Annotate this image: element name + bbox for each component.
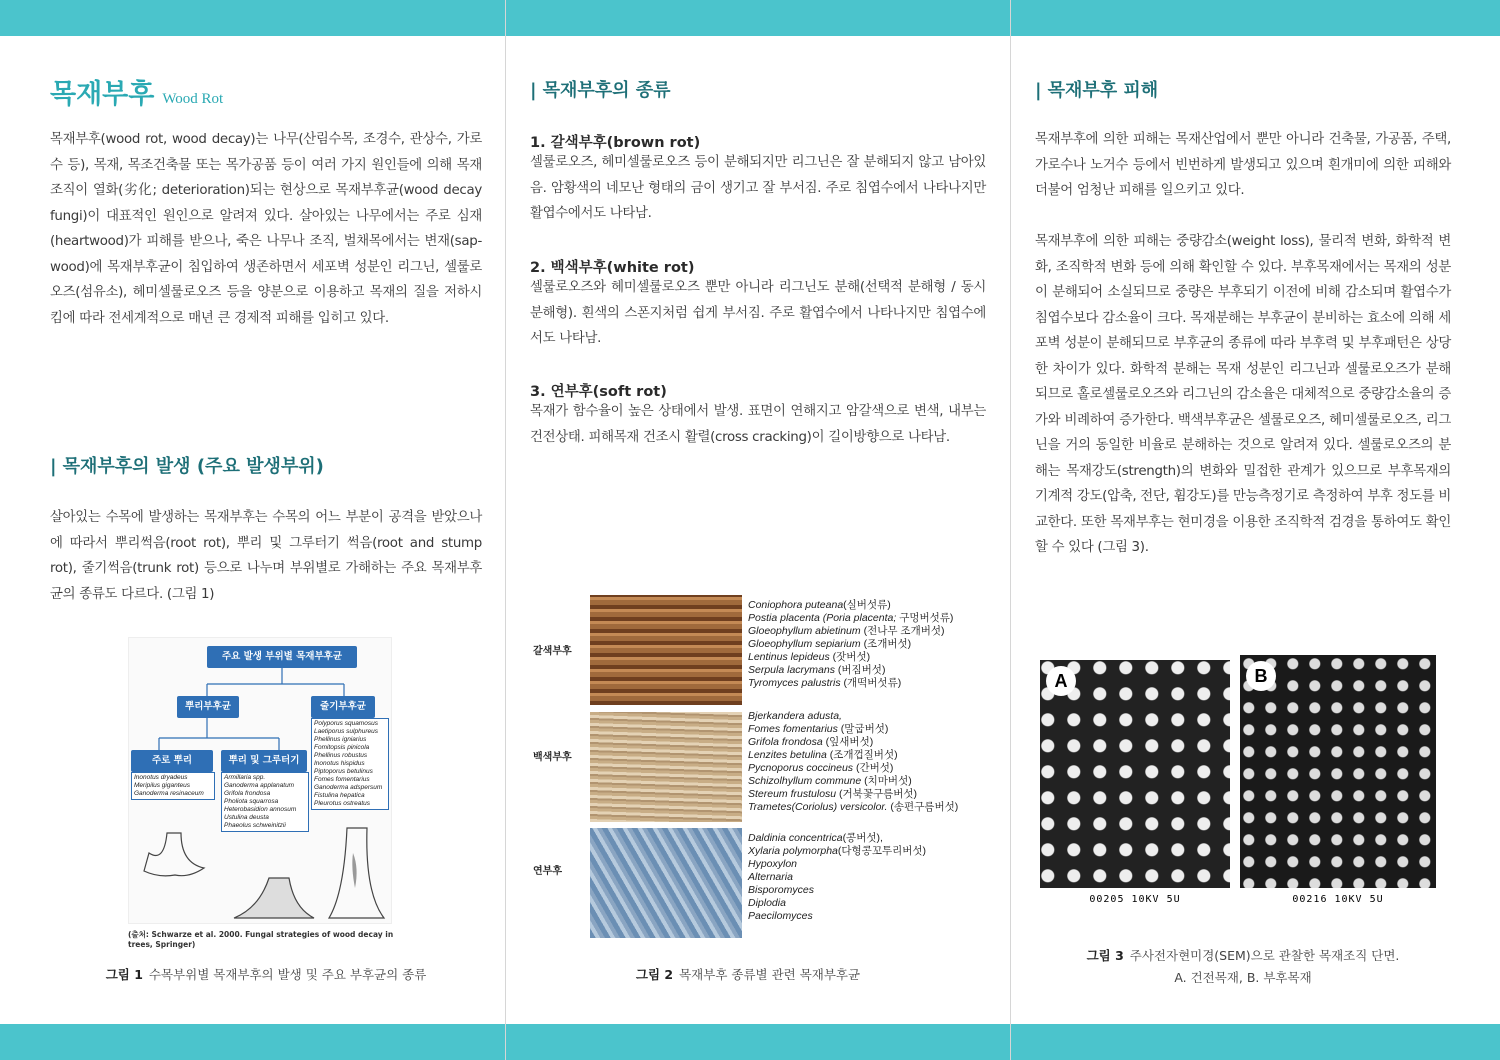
sem-image-a: [1040, 660, 1230, 912]
list-item: Gloeophyllum abietinum (전나무 조개버섯): [748, 625, 945, 637]
list-item: Ustulina deusta: [224, 814, 269, 821]
white-rot-photo: [590, 712, 742, 822]
white-rot-species: [748, 710, 958, 814]
list-item: Ganoderma resinaceum: [134, 790, 204, 797]
list-item: Schizolhyllum commune (치마버섯): [748, 775, 912, 787]
panel-divider-2: [1010, 0, 1011, 1060]
list-stem: [311, 718, 389, 810]
figure-1-caption: 그림 1 수목부위별 목재부후의 발생 및 주요 부후균의 종류: [105, 967, 427, 982]
list-item: Phaeolus schweinitzii: [224, 822, 286, 829]
white-rot-label: 백색부후: [533, 752, 572, 763]
list-item: Pycnoporus coccineus (간버섯): [748, 762, 894, 774]
list-item: Alternaria: [748, 871, 793, 883]
list-item: Pleurotus ostreatus: [314, 800, 371, 807]
list-item: Bjerkandera adusta,: [748, 710, 842, 722]
damage-paragraph-2: 목재부후에 의한 피해는 중량감소(weight loss), 물리적 변화, 화학적 변화, 조직학적 변화 등에 의해 확인할 수 있다. 부후목재에서는 목재의 성분이 분해되어 소실되므로 중량은 부후되기 이전에 비해 감소되며 활엽수가 침엽수보다 감소율이 크다. 목재분해는 부후균이 분비하는 효소에 의해 세포벽 성분이 분해되므로 부후균의 종류에 따라 부후력 및 부후패턴은 상당한 차이가 있다. 화학적 분해는 목재 성분인 리그닌과 셀룰로오즈가 분해되므로 홀로셀룰로오즈와 리그닌의 감소율은 대체적으로 중량감소율의 증가와 비례하여 증가한다. 백색부후균은 셀룰로오즈, 헤미셀룰로오즈, 리그닌을 거의 동일한 비율로 분해하는 것으로 알려져 있다. 셀룰로오즈의 분해는 목재강도(strength)의 변화와 밀접한 관계가 있으므로 부후목재의 기계적 강도(압축, 전단, 휨강도)를 만능측정기로 측정하여 부후 정도를 비교한다. 또한 목재부후는 현미경을 이용한 조직학적 검경을 통하여도 확인할 수 있다 (그림 3).: [1035, 234, 1451, 555]
list-item: Serpula lacrymans (버짐버섯): [748, 664, 886, 676]
brown-rot-photo: [590, 595, 742, 705]
section-title-types: | 목재부후의 종류: [530, 80, 671, 101]
type-1-text: 셀룰로오즈, 헤미셀룰로오즈 등이 분해되지만 리그닌은 잘 분해되지 않고 남아있음. 암황색의 네모난 형태의 금이 생기고 잘 부서짐. 주로 침엽수에서 나타나지만 활엽수에서도 나타남.: [530, 155, 986, 221]
diagram-root-stump-box: 뿌리 및 그루터기: [221, 750, 307, 772]
list-item: Bisporomyces: [748, 884, 814, 896]
list-item: Piptoporus betulinus: [314, 768, 373, 775]
list-item: Fomes fomentarius (말굽버섯): [748, 723, 889, 735]
type-3-text: 목재가 함수율이 높은 상태에서 발생. 표면이 연해지고 암갈색으로 변색, 내부는 건전상태. 피해목재 건조시 활렬(cross cracking)이 길이방향으로 나타남.: [530, 404, 986, 445]
sem-b-tag: B: [1246, 661, 1276, 691]
list-item: Heterobasidion annosum: [224, 806, 297, 813]
list-item: Inonotus dryadeus: [134, 774, 188, 781]
type-1-heading: 1. 갈색부후(brown rot): [530, 135, 701, 151]
list-item: Inonotus hispidus: [314, 760, 365, 767]
sem-image-b: [1240, 655, 1436, 912]
list-item: Tyromyces palustris (개떡버섯류): [748, 677, 902, 689]
list-item: Coniophora puteana(실버섯류): [748, 599, 891, 611]
type-2-heading: 2. 백색부후(white rot): [530, 260, 695, 276]
top-band: [0, 0, 1500, 36]
figure-3-caption-line2: A. 건전목재, B. 부후목재: [1174, 970, 1312, 985]
list-item: Gloeophyllum sepiarium (조개버섯): [748, 638, 912, 650]
list-item: Fomitopsis pinicola: [314, 744, 370, 751]
soft-rot-species: [748, 832, 926, 923]
bottom-band: [0, 1024, 1500, 1060]
brown-rot-species: [748, 599, 953, 690]
list-item: Lentinus lepideus (잣버섯): [748, 651, 871, 663]
list-item: Pholiota squarrosa: [224, 798, 279, 805]
list-item: Paecilomyces: [748, 910, 813, 922]
section-title-occurrence: | 목재부후의 발생 (주요 발생부위): [50, 456, 324, 477]
list-item: Lenzites betulina (조개껍질버섯): [748, 749, 898, 761]
soft-rot-photo: [590, 828, 742, 938]
type-3-heading: 3. 연부후(soft rot): [530, 384, 667, 400]
list-item: Daldinia concentrica(콩버섯),: [748, 832, 883, 844]
list-item: Trametes(Coriolus) versicolor. (송편구름버섯): [748, 801, 959, 813]
diagram-root-box: 주요 발생 부위별 목재부후균: [207, 646, 357, 668]
list-item: Phellinus igniarius: [314, 736, 367, 743]
diagram-root-fungi-box: 뿌리부후균: [177, 696, 239, 718]
list-item: Grifola frondosa: [224, 790, 271, 797]
list-item: Polyporus squamosus: [314, 720, 378, 727]
list-item: Ganoderma applanatum: [224, 782, 295, 789]
soft-rot-label: 연부후: [533, 866, 562, 877]
page-title: 목재부후 Wood Rot: [50, 79, 224, 110]
list-item: Xylaria polymorpha(다형콩꼬투리버섯): [748, 845, 927, 857]
figure-1-source: (출처: Schwarze et al. 2000. Fungal strategies of wood decay in trees, Springer): [128, 930, 394, 949]
list-main-root: [131, 772, 215, 800]
sem-a-footer: 00205 10KV 5U: [1040, 888, 1230, 912]
sem-a-tag: A: [1046, 666, 1076, 696]
list-item: Diplodia: [748, 897, 786, 909]
list-item: Grifola frondosa (잎새버섯): [748, 736, 874, 748]
brown-rot-label: 갈색부후: [533, 646, 572, 657]
panel-divider-1: [505, 0, 506, 1060]
list-item: Laetiporus sulphureus: [314, 728, 378, 735]
list-item: Armillaria spp.: [224, 774, 266, 781]
list-item: Phellinus robustus: [314, 752, 368, 759]
page-title-en: Wood Rot: [162, 91, 224, 107]
figure-2-caption: 그림 2 목재부후 종류별 관련 목재부후균: [635, 967, 861, 982]
occurrence-paragraph: 살아있는 수목에 발생하는 목재부후는 수목의 어느 부분이 공격을 받았으나에 따라서 뿌리썩음(root rot), 뿌리 및 그루터기 썩음(root and stump rot), 줄기썩음(trunk rot) 등으로 나누며 부위별로 가해하는 주요 목재부후균의 종류도 다르다. (그림 1): [50, 510, 482, 602]
list-item: Hypoxylon: [748, 858, 798, 870]
intro-paragraph: 목재부후(wood rot, wood decay)는 나무(산림수목, 조경수, 관상수, 가로수 등), 목재, 목조건축물 또는 목가공품 등이 여러 가지 원인들에 의해 목재조직이 열화(劣化; deterioration)되는 현상으로 목재부후균(wood decay fungi)이 대표적인 원인으로 알려져 있다. 살아있는 나무에서는 주로 심재(heartwood)가 피해를 받으나, 죽은 나무나 조직, 벌채목에서는 변재(sap-wood)에 목재부후균이 침입하여 생존하면서 세포벽 성분인 리그닌, 셀룰로오즈(섬유소), 헤미셀룰로오즈 등을 양분으로 이용하고 목재의 질을 저하시킴에 따라 전세계적으로 매년 큰 경제적 피해를 입히고 있다.: [50, 132, 482, 326]
list-item: Fistulina hepatica: [314, 792, 365, 799]
list-item: Postia placenta (Poria placenta; 구멍버섯류): [748, 612, 954, 624]
figure-3-caption: 그림 3 주사전자현미경(SEM)으로 관찰한 목재조직 단면.: [1086, 948, 1400, 963]
type-2-text: 셀룰로오즈와 헤미셀룰로오즈 뿐만 아니라 리그닌도 분해(선택적 분해형 / 동시분해형). 흰색의 스폰지처럼 쉽게 부서짐. 주로 활엽수에서 나타나지만 침엽수에서도 나타남.: [530, 280, 986, 346]
tree-stump-sketches: [129, 823, 391, 923]
figure-1-diagram: [128, 637, 392, 924]
list-item: Ganoderma adspersum: [314, 784, 383, 791]
damage-paragraph-1: 목재부후에 의한 피해는 목재산업에서 뿐만 아니라 건축물, 가공품, 주택, 가로수나 노거수 등에서 빈번하게 발생되고 있으며 흰개미에 의한 피해와 더불어 엄청난 피해를 일으키고 있다.: [1035, 132, 1451, 198]
sem-b-footer: 00216 10KV 5U: [1240, 888, 1436, 912]
list-item: Meripilus giganteus: [134, 782, 191, 789]
list-item: Stereum frustulosu (거북꽃구름버섯): [748, 788, 918, 800]
diagram-stem-fungi-box: 줄기부후균: [311, 696, 375, 718]
list-item: Fomes fomentarius: [314, 776, 370, 783]
diagram-main-root-box: 주로 뿌리: [131, 750, 213, 772]
section-title-damage: | 목재부후 피해: [1035, 80, 1159, 101]
